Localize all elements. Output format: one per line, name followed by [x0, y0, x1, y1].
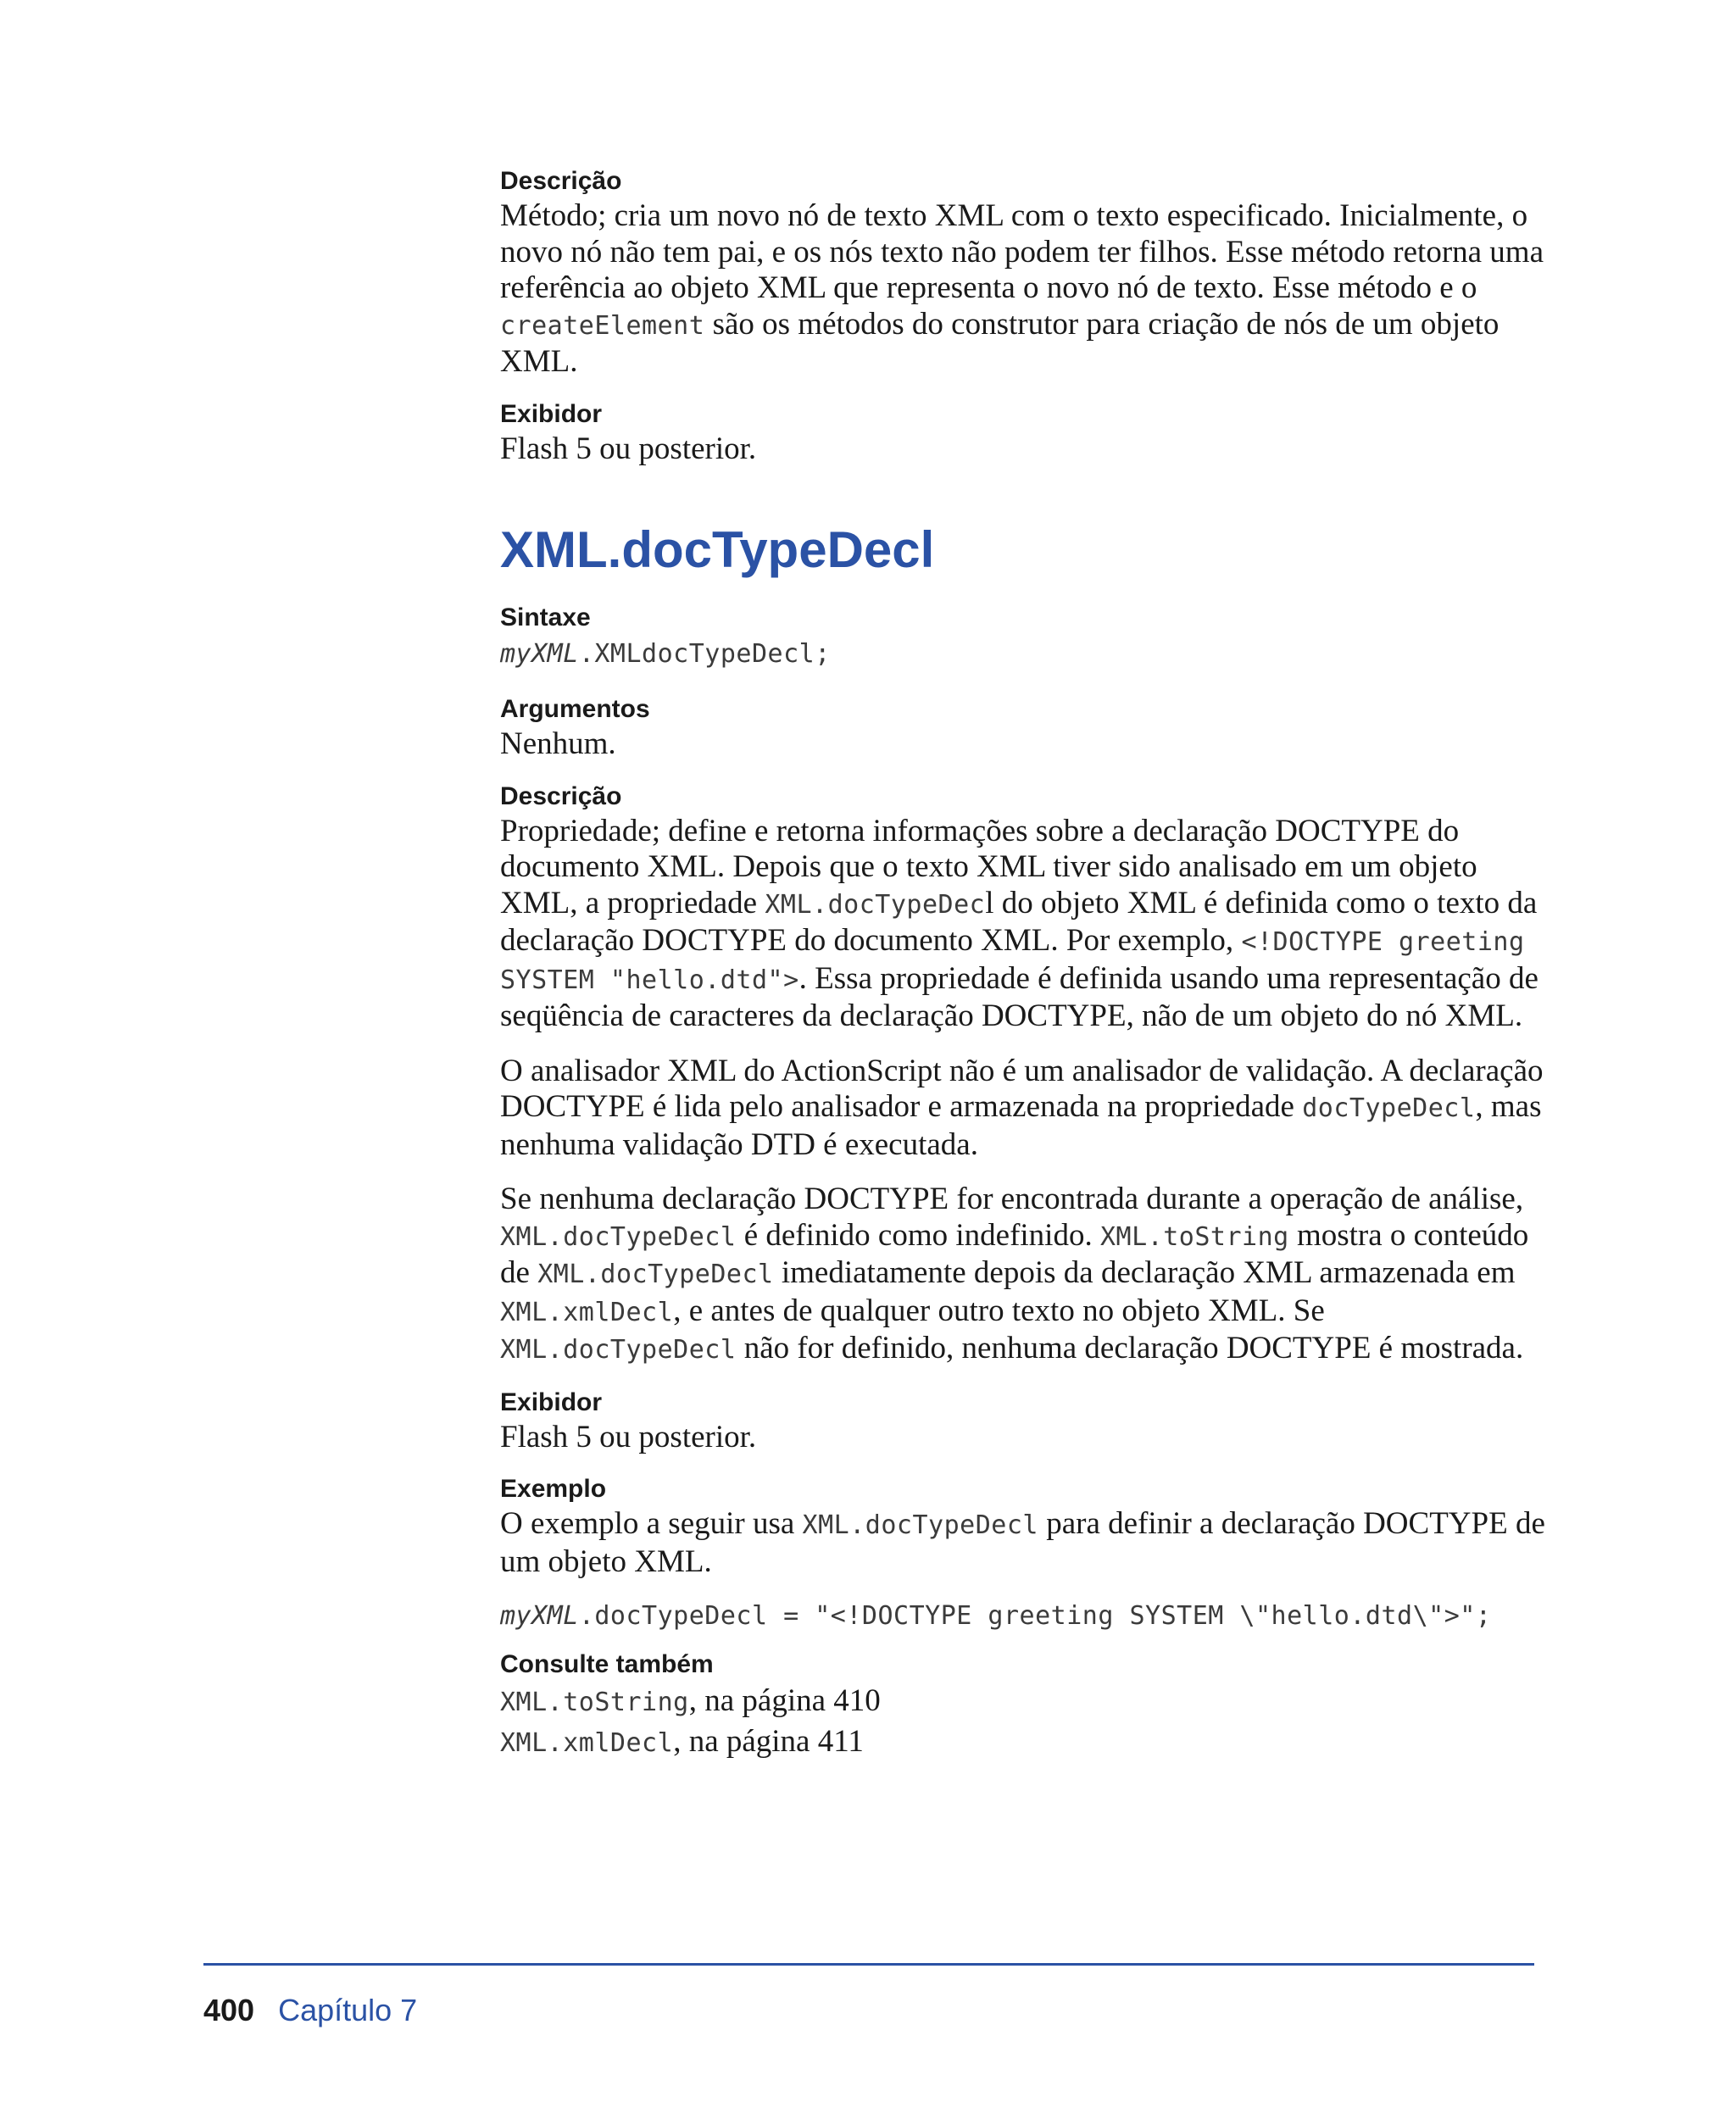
description-text: Método; cria um novo nó de texto XML com o texto especificado. Inicialmente, o novo nó não tem pai, e os nós texto não podem ter filhos. Esse método retorna uma referência ao objeto XML que representa o novo nó de texto. Esse método e o createElement são os métodos do construtor para criação de nós de um objeto XML. [500, 198, 1544, 379]
page-footer [203, 1992, 417, 2029]
player-label: Exibidor [500, 399, 603, 428]
see-also-item: XML.xmlDecl, na página 411 [500, 1724, 864, 1759]
inline-code: XML.docTypeDecl [500, 1335, 737, 1365]
example-text: O exemplo a seguir usa XML.docTypeDecl para definir a declaração DOCTYPE de um objeto XML. [500, 1506, 1545, 1579]
see-also-label: Consulte também [500, 1650, 714, 1678]
reference-link[interactable]: XML.toString [500, 1688, 689, 1717]
footer-divider [203, 1963, 1534, 1966]
inline-code: XML.toString [1099, 1221, 1289, 1252]
example-label: Exemplo [500, 1475, 607, 1503]
inline-code: XML.docTypeDecl [537, 1260, 774, 1289]
player-text: Flash 5 ou posterior. [500, 431, 757, 466]
description-paragraph-2: O analisador XML do ActionScript não é um analisador de validação. A declaração DOCTYPE é lida pelo analisador e armazenada na propriedade docTypeDecl, mas nenhuma validação DTD é executada. [500, 1053, 1544, 1162]
inline-code: XML.docTypeDec [765, 889, 986, 920]
page-number: 400 [203, 1993, 255, 2027]
inline-code: XML.docTypeDecl [500, 1221, 737, 1252]
example-code: myXML.docTypeDecl = "<!DOCTYPE greeting SYSTEM \"hello.dtd\">"; [500, 1601, 1492, 1631]
inline-code: XML.xmlDecl [500, 1297, 674, 1327]
page-content [500, 166, 1547, 1763]
syntax-label: Sintaxe [500, 603, 591, 631]
arguments-text: Nenhum. [500, 726, 616, 761]
inline-code: <!DOCTYPE greeting SYSTEM "hello.dtd"> [500, 927, 1525, 995]
inline-code: createElement [500, 310, 705, 341]
see-also-item: XML.toString, na página 410 [500, 1683, 881, 1718]
player-label: Exibidor [500, 1388, 603, 1416]
description-label: Descrição [500, 781, 622, 810]
inline-code: XML.docTypeDecl [802, 1510, 1038, 1540]
syntax-code: myXML.XMLdocTypeDecl; [500, 639, 831, 669]
chapter-label: Capítulo 7 [278, 1993, 418, 2027]
description-label: Descrição [500, 167, 622, 195]
arguments-label: Argumentos [500, 695, 650, 723]
description-paragraph-1: Propriedade; define e retorna informações sobre a declaração DOCTYPE do documento XML. Depois que o texto XML tiver sido analisado em um objeto XML, a propriedade XML.docTypeDecl do objeto XML é definida como o texto da declaração DOCTYPE do documento XML. Por exemplo, <!DOCTYPE greeting SYSTEM "hello.dtd">. Essa propriedade é definida usando uma representação de seqüência de caracteres da declaração DOCTYPE, não de um objeto do nó XML. [500, 813, 1538, 1033]
inline-code: docTypeDecl [1302, 1093, 1476, 1123]
description-paragraph-3: Se nenhuma declaração DOCTYPE for encontrada durante a operação de análise, XML.docTypeDecl é definido como indefinido. XML.toString mostra o conteúdo de XML.docTypeDecl imediatamente depois da declaração XML armazenada em XML.xmlDecl, e antes de qualquer outro texto no objeto XML. Se XML.docTypeDecl não for definido, nenhuma declaração DOCTYPE é mostrada. [500, 1182, 1529, 1365]
reference-link[interactable]: XML.xmlDecl [500, 1728, 674, 1758]
player-text: Flash 5 ou posterior. [500, 1419, 757, 1454]
entry-title: XML.docTypeDecl [500, 521, 935, 578]
